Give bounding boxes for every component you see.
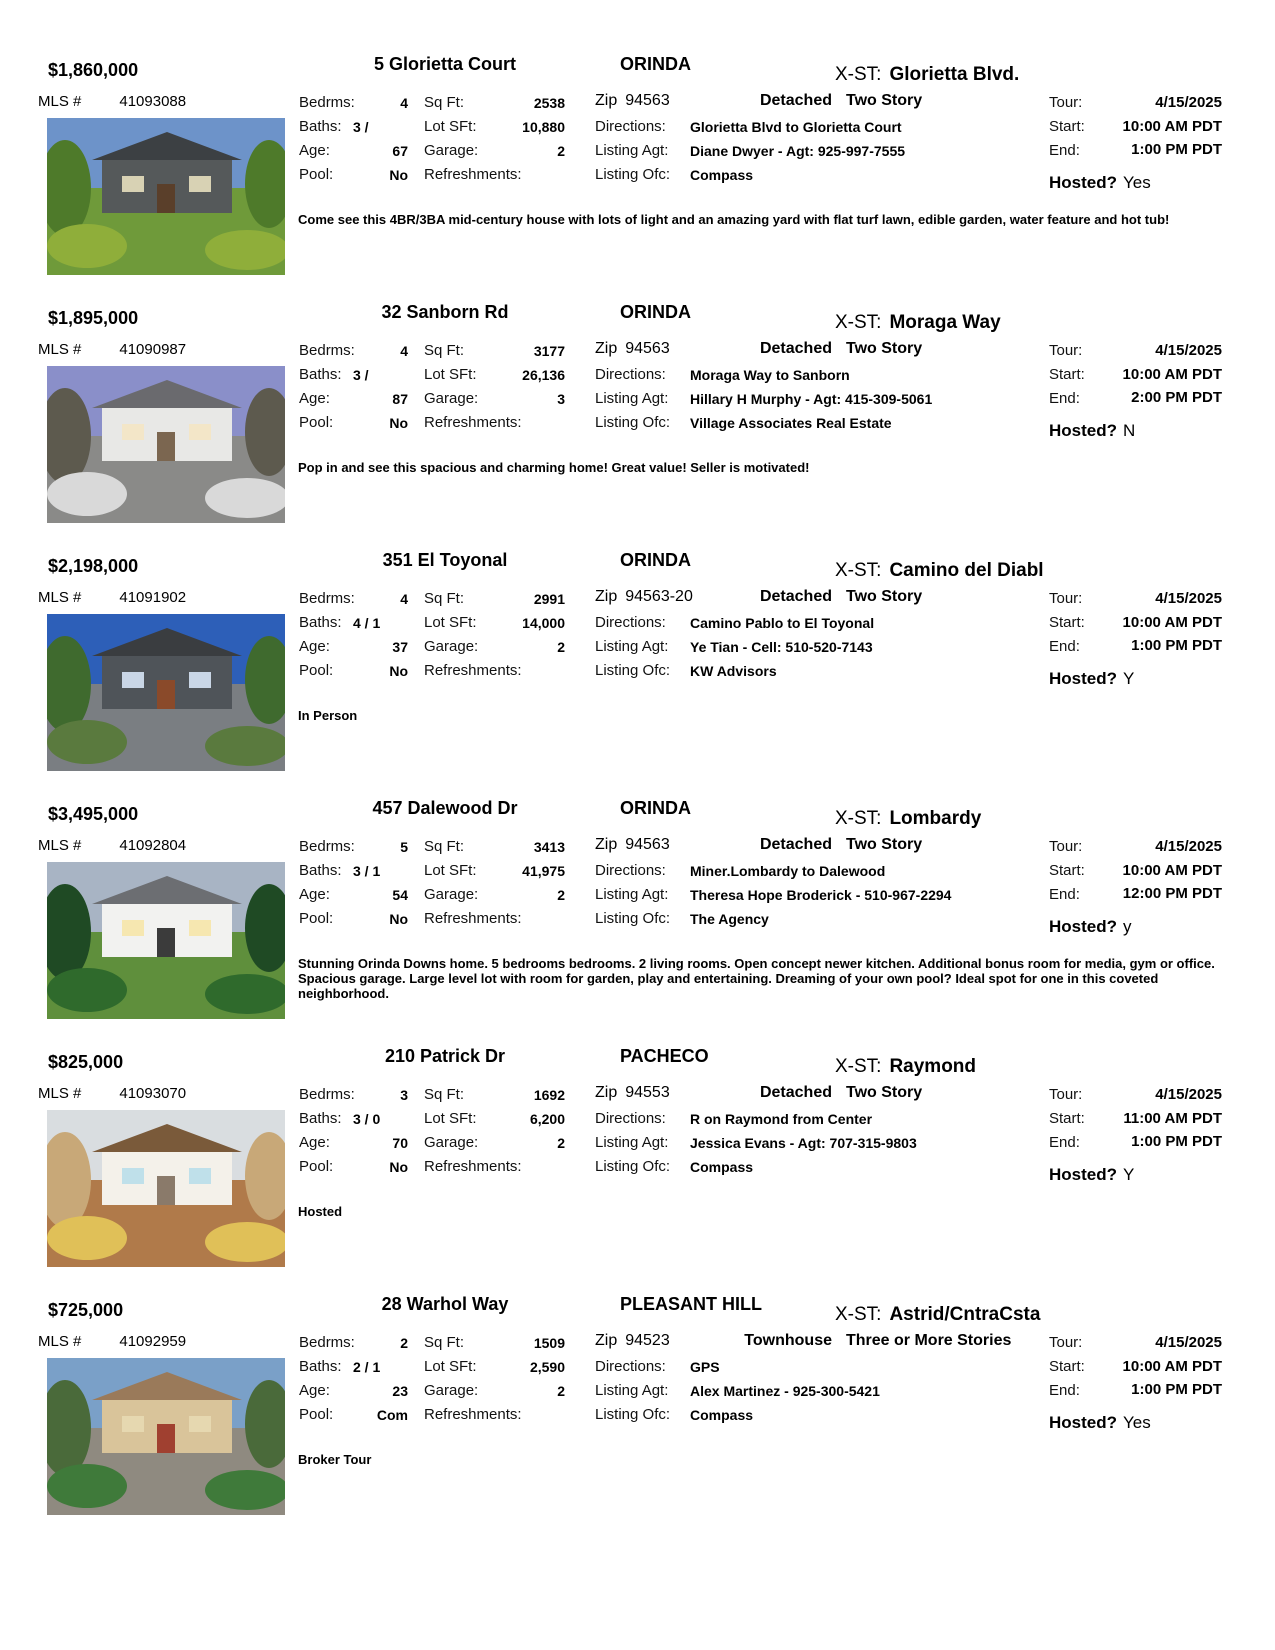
zip-code [595,92,670,110]
zip-value: 94563 [625,340,670,357]
mls-label: MLS # [38,341,82,358]
cross-street-label: X-ST: [835,64,882,85]
end-time: 1:00 PM PDT [1131,637,1222,654]
listing-card [0,1042,1275,1282]
sqft-value: 2991 [533,591,565,607]
property-type: Detached [759,92,832,109]
mls-value: 41091902 [119,589,187,606]
zip-label: Zip [595,836,618,853]
start-label: Start: [1049,118,1085,135]
mls-number [38,93,186,110]
bedrooms-label: Bedrms: [299,1334,355,1351]
pool-value: No [389,911,408,927]
hosted-value: Y [1123,1165,1135,1184]
bedrooms-label: Bedrms: [299,838,355,855]
listing-office-value: Village Associates Real Estate [690,415,892,431]
hosted [1049,1165,1134,1185]
listing-price: $725,000 [48,1300,124,1320]
pool-value: Com [376,1407,408,1423]
listing-price: $2,198,000 [48,556,139,576]
end-label: End: [1049,638,1080,655]
end-label: End: [1049,1382,1080,1399]
listing-agent-label: Listing Agt: [595,1382,669,1399]
listing-office-label: Listing Ofc: [595,910,671,927]
cross-street-value: Raymond [889,1056,977,1077]
pool-label: Pool: [299,1406,334,1423]
property-photo-image [47,614,285,771]
listing-agent-label: Listing Agt: [595,390,669,407]
mls-number [38,589,186,606]
start-time: 11:00 AM PDT [1123,1110,1222,1127]
cross-street [835,1056,976,1078]
zip-label: Zip [595,340,618,357]
property-type: Townhouse [744,1332,832,1349]
baths-value: 2 / 1 [353,1359,381,1375]
listing-office-label: Listing Ofc: [595,1406,671,1423]
sqft-value: 1692 [533,1087,565,1103]
tour-date: 4/15/2025 [1155,1334,1222,1351]
property-photo-image [47,1358,285,1515]
start-label: Start: [1049,1110,1085,1127]
directions-value: GPS [690,1359,720,1375]
cross-street-label: X-ST: [835,1056,882,1077]
cross-street-value: Glorietta Blvd. [889,64,1020,85]
mls-number [38,1085,186,1102]
listing-remarks: Broker Tour [298,1452,372,1467]
listing-office-value: KW Advisors [690,663,777,679]
zip-label: Zip [595,588,618,605]
start-label: Start: [1049,862,1085,879]
zip-code [595,1332,670,1350]
end-time: 1:00 PM PDT [1131,1381,1222,1398]
baths-value: 3 / 1 [353,863,381,879]
mls-label: MLS # [38,1085,82,1102]
lot-sqft-label: Lot SFt: [424,1358,477,1375]
cross-street-label: X-ST: [835,808,882,829]
garage-value: 2 [557,1135,565,1151]
listing-address[interactable]: 210 Patrick Dr [384,1046,506,1066]
bedrooms-value: 4 [400,95,408,111]
sqft-label: Sq Ft: [424,342,465,359]
end-label: End: [1049,1134,1080,1151]
property-stories: Two Story [846,836,923,853]
lot-sqft-value: 10,880 [522,119,565,135]
lot-sqft-label: Lot SFt: [424,1110,477,1127]
cross-street-value: Moraga Way [889,312,1001,333]
pool-value: No [389,167,408,183]
pool-label: Pool: [299,166,334,183]
age-label: Age: [299,390,330,407]
start-time: 10:00 AM PDT [1122,862,1222,879]
listing-city: PLEASANT HILL [620,1294,762,1314]
hosted [1049,173,1151,193]
mls-value: 41090987 [119,341,187,358]
listing-remarks: Hosted [298,1204,343,1219]
listing-agent-value: Theresa Hope Broderick - 510-967-2294 [690,887,952,903]
listing-card [0,50,1275,290]
property-stories: Two Story [846,1084,923,1101]
listing-address[interactable]: 457 Dalewood Dr [372,798,518,818]
hosted-value: Yes [1123,1413,1151,1432]
zip-code [595,340,670,358]
listing-agent-value: Ye Tian - Cell: 510-520-7143 [690,639,873,655]
listing-address[interactable]: 5 Glorietta Court [373,54,516,74]
age-label: Age: [299,142,330,159]
property-type: Detached [759,1084,832,1101]
garage-label: Garage: [424,1382,479,1399]
listing-city: ORINDA [620,798,691,818]
sqft-label: Sq Ft: [424,94,465,111]
pool-label: Pool: [299,1158,334,1175]
zip-label: Zip [595,92,618,109]
listing-address[interactable]: 351 El Toyonal [382,550,508,570]
garage-value: 2 [557,1383,565,1399]
refreshments-label: Refreshments: [424,1158,522,1175]
directions-value: Moraga Way to Sanborn [690,367,850,383]
hosted-value: y [1123,917,1132,936]
lot-sqft-value: 14,000 [522,615,565,631]
lot-sqft-value: 2,590 [529,1359,565,1375]
lot-sqft-label: Lot SFt: [424,366,477,383]
end-time: 12:00 PM PDT [1122,885,1222,902]
listing-remarks: Come see this 4BR/3BA mid-century house with lots of light and an amazing yard with flat turf lawn, edible garden, water feature and hot tub! [298,212,1170,227]
age-label: Age: [299,638,330,655]
refreshments-label: Refreshments: [424,910,522,927]
mls-number [38,1333,186,1350]
property-photo-image [47,1110,285,1267]
zip-value: 94563 [625,92,670,109]
bedrooms-label: Bedrms: [299,590,355,607]
cross-street-value: Astrid/CntraCsta [889,1304,1041,1325]
tour-label: Tour: [1049,590,1083,607]
garage-label: Garage: [424,1134,479,1151]
baths-label: Baths: [299,1110,342,1127]
tour-date: 4/15/2025 [1155,838,1222,855]
listing-office-label: Listing Ofc: [595,1158,671,1175]
refreshments-label: Refreshments: [424,1406,522,1423]
listing-card [0,1290,1275,1530]
listing-agent-value: Jessica Evans - Agt: 707-315-9803 [690,1135,917,1151]
end-time: 1:00 PM PDT [1131,1133,1222,1150]
mls-label: MLS # [38,589,82,606]
listing-card [0,546,1275,786]
listing-office-label: Listing Ofc: [595,662,671,679]
age-value: 70 [392,1135,408,1151]
end-label: End: [1049,886,1080,903]
age-label: Age: [299,1134,330,1151]
mls-value: 41093070 [119,1085,187,1102]
baths-value: 3 / [353,119,369,135]
listing-office-value: The Agency [690,911,769,927]
directions-value: Miner.Lombardy to Dalewood [690,863,886,879]
zip-label: Zip [595,1084,618,1101]
sqft-value: 3177 [533,343,565,359]
property-type: Detached [759,340,832,357]
hosted-label: Hosted? [1049,917,1117,936]
pool-label: Pool: [299,910,334,927]
cross-street [835,808,981,830]
listing-agent-label: Listing Agt: [595,886,669,903]
mls-label: MLS # [38,837,82,854]
tour-date: 4/15/2025 [1155,342,1222,359]
listing-agent-value: Hillary H Murphy - Agt: 415-309-5061 [690,391,933,407]
start-label: Start: [1049,1358,1085,1375]
end-label: End: [1049,142,1080,159]
zip-value: 94553 [625,1084,670,1101]
listing-remarks: In Person [298,708,358,723]
cross-street [835,64,1019,86]
directions-label: Directions: [595,862,666,879]
bedrooms-label: Bedrms: [299,94,355,111]
listing-city: ORINDA [620,550,691,570]
garage-value: 3 [557,391,565,407]
garage-label: Garage: [424,390,479,407]
property-type: Detached [759,836,832,853]
cross-street-label: X-ST: [835,560,882,581]
listing-address[interactable]: 28 Warhol Way [381,1294,509,1314]
zip-code [595,588,693,606]
lot-sqft-label: Lot SFt: [424,118,477,135]
cross-street [835,560,1044,582]
zip-value: 94563-20 [625,588,693,605]
listing-price: $1,895,000 [48,308,139,328]
tour-label: Tour: [1049,342,1083,359]
tour-date: 4/15/2025 [1155,590,1222,607]
sqft-value: 1509 [533,1335,565,1351]
age-value: 54 [392,887,408,903]
garage-label: Garage: [424,638,479,655]
property-photo[interactable] [47,614,285,771]
hosted [1049,1413,1151,1433]
listing-remarks: Pop in and see this spacious and charming home! Great value! Seller is motivated! [298,460,810,475]
baths-value: 4 / 1 [353,615,381,631]
property-stories: Two Story [846,340,923,357]
garage-value: 2 [557,143,565,159]
start-time: 10:00 AM PDT [1122,1358,1222,1375]
hosted [1049,917,1132,937]
tour-label: Tour: [1049,1086,1083,1103]
property-stories: Two Story [846,92,923,109]
bedrooms-value: 3 [400,1087,408,1103]
hosted-label: Hosted? [1049,421,1117,440]
start-label: Start: [1049,366,1085,383]
property-stories: Two Story [846,588,923,605]
sqft-value: 3413 [533,839,565,855]
baths-value: 3 / [353,367,369,383]
listing-office-label: Listing Ofc: [595,166,671,183]
mls-number [38,341,186,358]
zip-label: Zip [595,1332,618,1349]
mls-label: MLS # [38,1333,82,1350]
baths-label: Baths: [299,614,342,631]
pool-value: No [389,415,408,431]
tour-label: Tour: [1049,94,1083,111]
age-value: 37 [392,639,408,655]
mls-label: MLS # [38,93,82,110]
sqft-label: Sq Ft: [424,838,465,855]
property-stories: Three or More Stories [846,1332,1012,1349]
property-photo[interactable] [47,366,285,523]
pool-label: Pool: [299,414,334,431]
sqft-value: 2538 [533,95,565,111]
hosted [1049,421,1135,441]
tour-label: Tour: [1049,838,1083,855]
baths-label: Baths: [299,118,342,135]
hosted-label: Hosted? [1049,1413,1117,1432]
property-photo[interactable] [47,1358,285,1515]
sqft-label: Sq Ft: [424,590,465,607]
hosted-label: Hosted? [1049,173,1117,192]
hosted-label: Hosted? [1049,1165,1117,1184]
start-time: 10:00 AM PDT [1122,118,1222,135]
pool-value: No [389,663,408,679]
cross-street [835,1304,1040,1326]
age-value: 67 [392,143,408,159]
property-photo[interactable] [47,1110,285,1267]
bedrooms-value: 4 [400,343,408,359]
garage-label: Garage: [424,886,479,903]
start-label: Start: [1049,614,1085,631]
bedrooms-label: Bedrms: [299,1086,355,1103]
baths-value: 3 / 0 [353,1111,381,1127]
directions-label: Directions: [595,614,666,631]
refreshments-label: Refreshments: [424,662,522,679]
baths-label: Baths: [299,862,342,879]
bedrooms-value: 4 [400,591,408,607]
sqft-label: Sq Ft: [424,1334,465,1351]
pool-label: Pool: [299,662,334,679]
tour-label: Tour: [1049,1334,1083,1351]
age-value: 23 [392,1383,408,1399]
zip-value: 94523 [625,1332,670,1349]
hosted-label: Hosted? [1049,669,1117,688]
listing-city: ORINDA [620,54,691,74]
lot-sqft-value: 6,200 [529,1111,565,1127]
garage-value: 2 [557,639,565,655]
listing-price: $1,860,000 [48,60,139,80]
zip-value: 94563 [625,836,670,853]
cross-street-value: Camino del Diabl [889,560,1044,581]
mls-value: 41092959 [119,1333,187,1350]
property-photo[interactable] [47,118,285,275]
listing-price: $825,000 [48,1052,124,1072]
baths-label: Baths: [299,366,342,383]
bedrooms-label: Bedrms: [299,342,355,359]
lot-sqft-value: 26,136 [522,367,565,383]
cross-street [835,312,1001,334]
property-photo-image [47,366,285,523]
hosted [1049,669,1134,689]
listing-remarks: Stunning Orinda Downs home. 5 bedrooms bedrooms. 2 living rooms. Open concept newer kitchen. Additional bonus room for media, gym or office. Spacious garage. Large level lot with room for garden, play and entertaining. Dreaming of your own pool? Ideal spot for one in this coveted neighborhood. [298,956,1215,1001]
listing-agent-value: Alex Martinez - 925-300-5421 [690,1383,880,1399]
sqft-label: Sq Ft: [424,1086,465,1103]
mls-value: 41093088 [119,93,187,110]
pool-value: No [389,1159,408,1175]
directions-label: Directions: [595,366,666,383]
directions-label: Directions: [595,1358,666,1375]
listing-agent-label: Listing Agt: [595,1134,669,1151]
listing-city: ORINDA [620,302,691,322]
listing-agent-value: Diane Dwyer - Agt: 925-997-7555 [690,143,906,159]
tour-date: 4/15/2025 [1155,94,1222,111]
age-value: 87 [392,391,408,407]
listing-agent-label: Listing Agt: [595,638,669,655]
lot-sqft-label: Lot SFt: [424,614,477,631]
start-time: 10:00 AM PDT [1122,366,1222,383]
mls-number [38,837,186,854]
baths-label: Baths: [299,1358,342,1375]
listing-card [0,794,1275,1034]
mls-value: 41092804 [119,837,187,854]
zip-code [595,836,670,854]
end-label: End: [1049,390,1080,407]
refreshments-label: Refreshments: [424,414,522,431]
listing-price: $3,495,000 [48,804,139,824]
bedrooms-value: 5 [400,839,408,855]
property-photo[interactable] [47,862,285,1019]
listing-office-value: Compass [690,167,754,183]
cross-street-label: X-ST: [835,312,882,333]
garage-label: Garage: [424,142,479,159]
bedrooms-value: 2 [400,1335,408,1351]
listing-card [0,298,1275,538]
directions-label: Directions: [595,1110,666,1127]
directions-label: Directions: [595,118,666,135]
cross-street-label: X-ST: [835,1304,882,1325]
listing-office-label: Listing Ofc: [595,414,671,431]
age-label: Age: [299,1382,330,1399]
directions-value: Glorietta Blvd to Glorietta Court [690,119,902,135]
listing-agent-label: Listing Agt: [595,142,669,159]
cross-street-value: Lombardy [889,808,982,829]
garage-value: 2 [557,887,565,903]
directions-value: Camino Pablo to El Toyonal [690,615,875,631]
listing-office-value: Compass [690,1407,754,1423]
lot-sqft-label: Lot SFt: [424,862,477,879]
hosted-value: Yes [1123,173,1151,192]
directions-value: R on Raymond from Center [690,1111,873,1127]
hosted-value: Y [1123,669,1135,688]
end-time: 2:00 PM PDT [1131,389,1222,406]
age-label: Age: [299,886,330,903]
listing-address[interactable]: 32 Sanborn Rd [381,302,509,322]
lot-sqft-value: 41,975 [522,863,565,879]
listing-city: PACHECO [620,1046,709,1066]
start-time: 10:00 AM PDT [1122,614,1222,631]
property-photo-image [47,862,285,1019]
property-photo-image [47,118,285,275]
tour-date: 4/15/2025 [1155,1086,1222,1103]
property-type: Detached [759,588,832,605]
refreshments-label: Refreshments: [424,166,522,183]
end-time: 1:00 PM PDT [1131,141,1222,158]
zip-code [595,1084,670,1102]
listing-office-value: Compass [690,1159,754,1175]
hosted-value: N [1123,421,1136,440]
